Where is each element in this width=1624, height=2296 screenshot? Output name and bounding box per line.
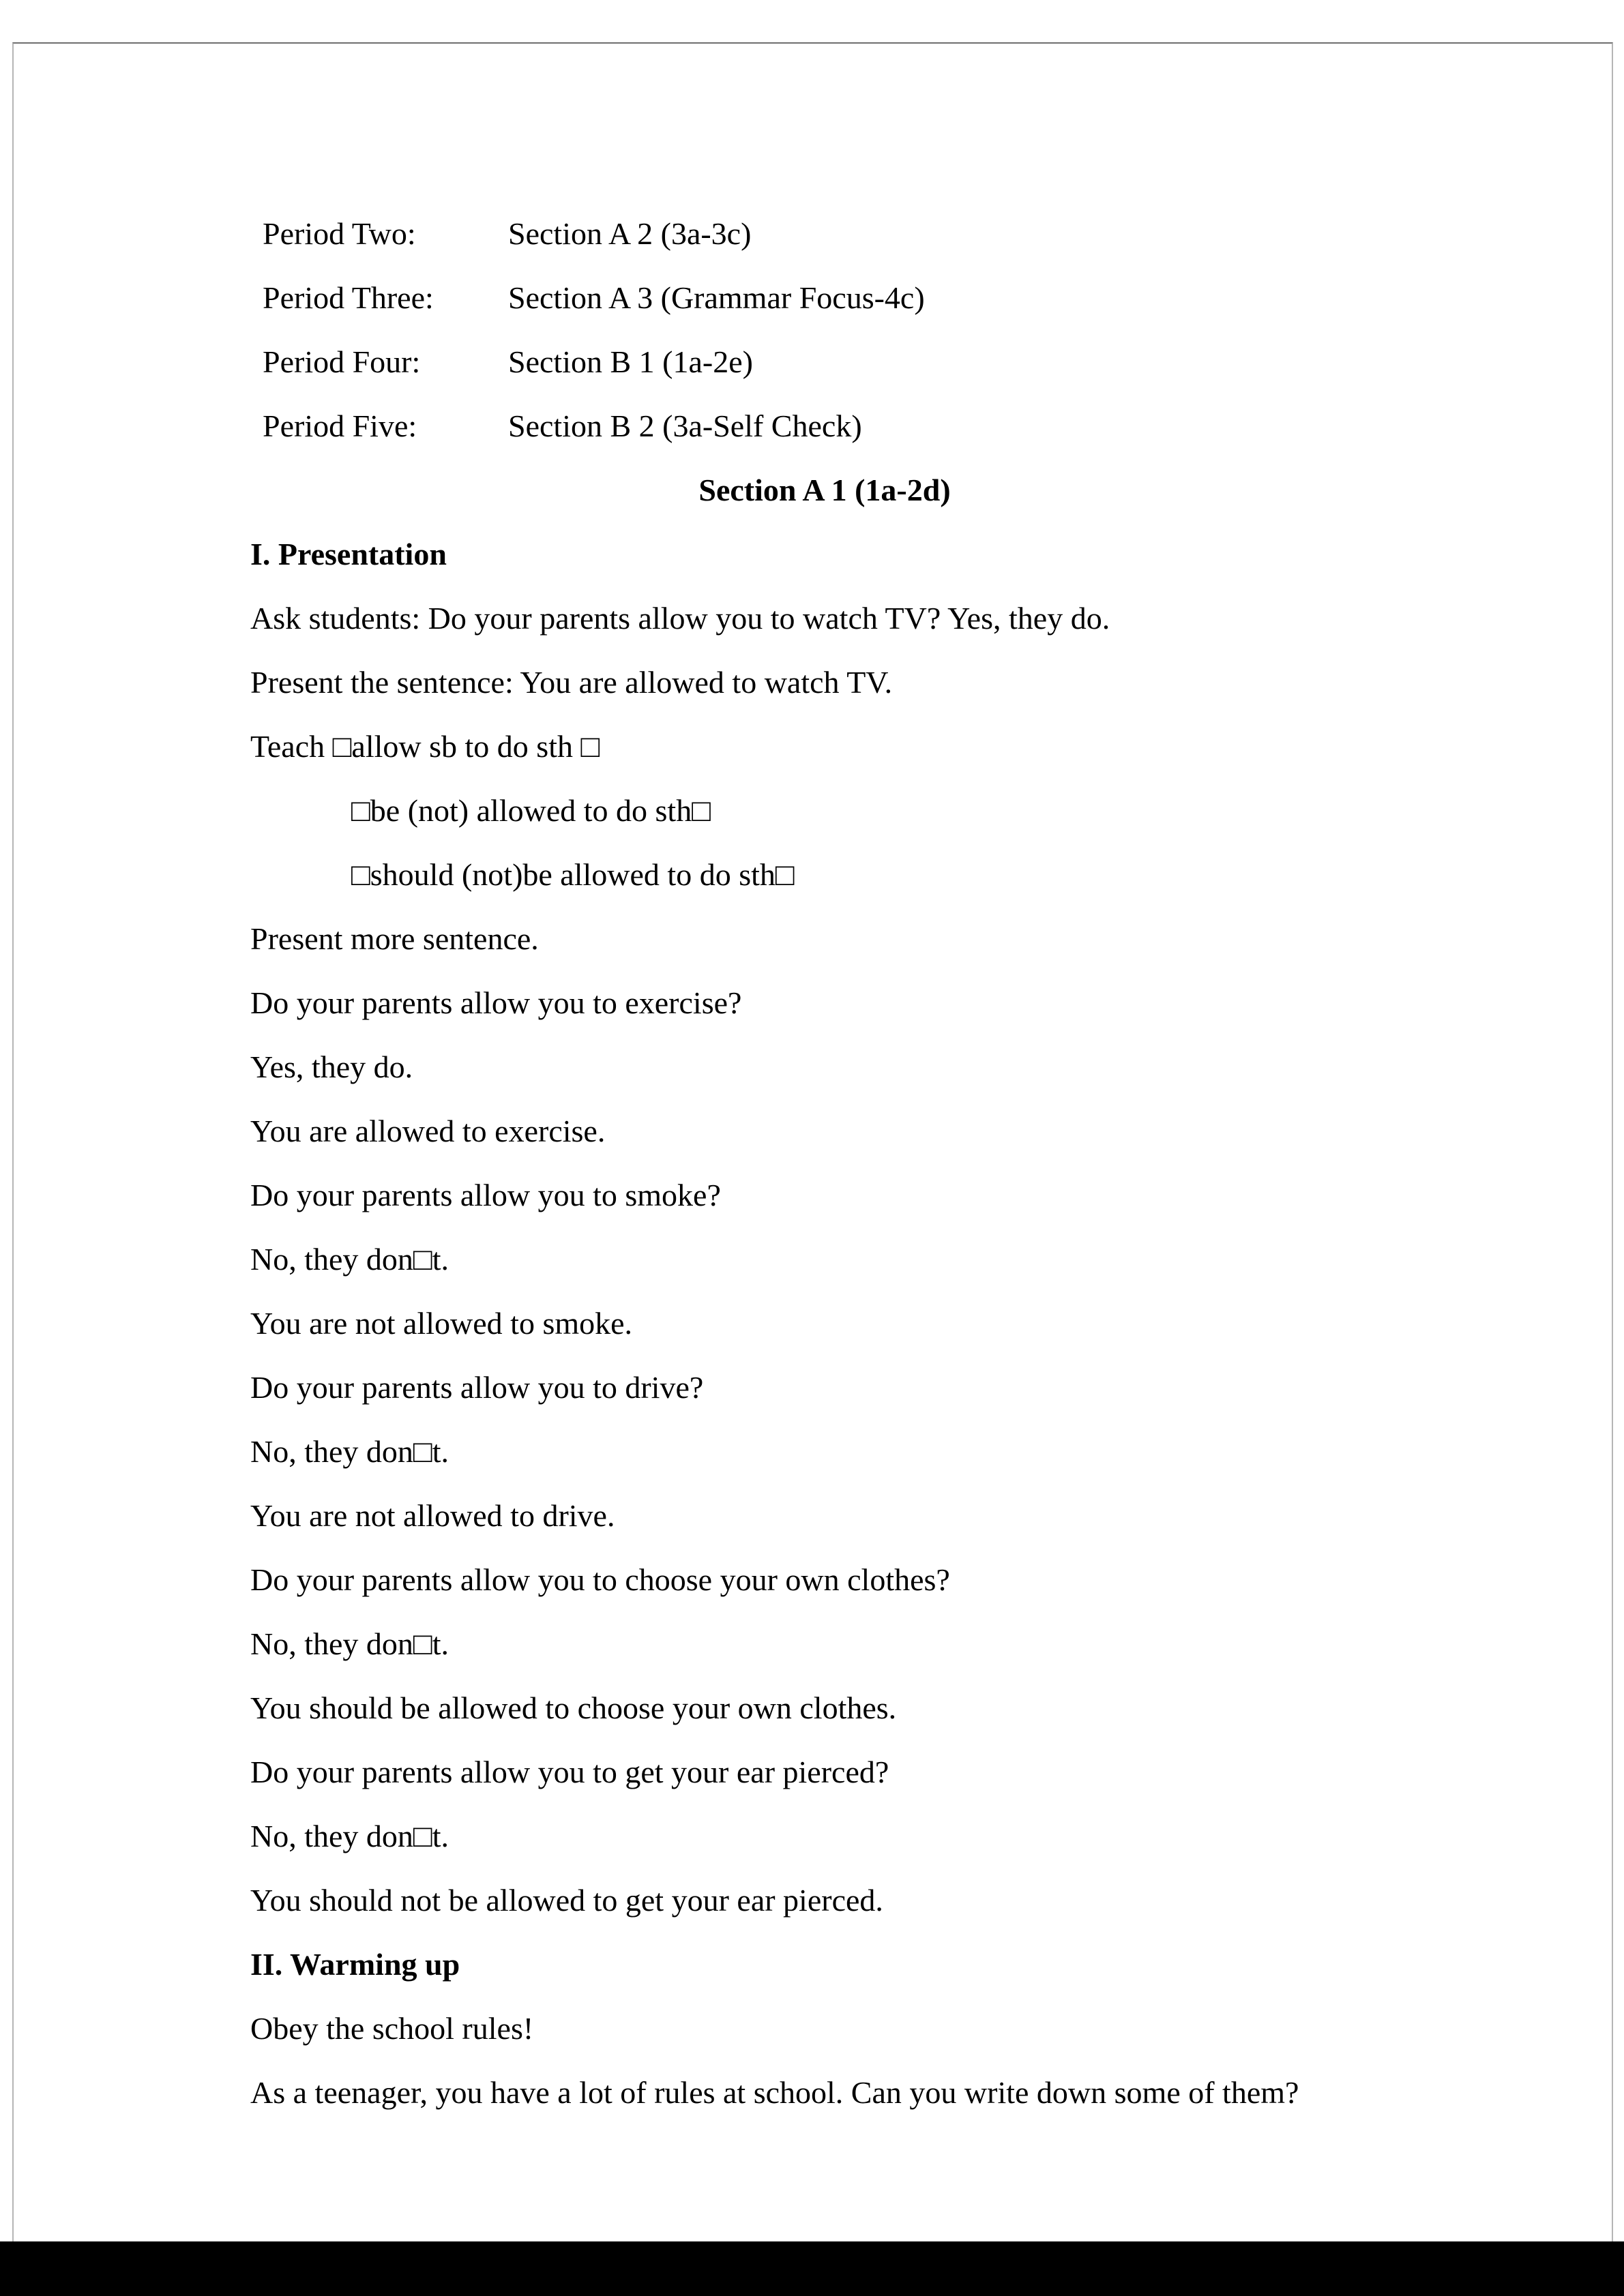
period-value: Section A 2 (3a-3c) bbox=[508, 216, 752, 251]
period-label: Period Four: bbox=[263, 344, 421, 379]
period-value: Section B 1 (1a-2e) bbox=[508, 344, 753, 379]
paragraph-line: Do your parents allow you to exercise? bbox=[250, 985, 742, 1020]
section-heading: II. Warming up bbox=[250, 1947, 460, 1982]
period-row bbox=[250, 330, 1399, 394]
paragraph-line: You should be allowed to choose your own clothes. bbox=[250, 1690, 897, 1725]
paragraph-line: You are not allowed to smoke. bbox=[250, 1306, 633, 1341]
paragraph-line: Do your parents allow you to smoke? bbox=[250, 1178, 721, 1212]
paragraph-line: Ask students: Do your parents allow you to watch TV? Yes, they do. bbox=[250, 601, 1110, 636]
section-title: Section A 1 (1a-2d) bbox=[698, 473, 951, 507]
paragraph-line: Yes, they do. bbox=[250, 1049, 413, 1084]
bottom-bar bbox=[0, 2241, 1624, 2296]
period-label: Period Five: bbox=[263, 408, 417, 443]
period-row bbox=[250, 394, 1399, 458]
paragraph-line: No, they don□t. bbox=[250, 1434, 449, 1469]
paragraph-line: You should not be allowed to get your ear pierced. bbox=[250, 1883, 883, 1918]
paragraph-line: Present more sentence. bbox=[250, 921, 539, 956]
paragraph-line: □be (not) allowed to do sth□ bbox=[351, 793, 711, 828]
period-label: Period Two: bbox=[263, 216, 416, 251]
paragraph-line: Do your parents allow you to drive? bbox=[250, 1370, 704, 1405]
paragraph-line: Teach □allow sb to do sth □ bbox=[250, 729, 600, 764]
period-value: Section B 2 (3a-Self Check) bbox=[508, 408, 862, 443]
period-label: Period Three: bbox=[263, 280, 434, 315]
paragraph-line: Do your parents allow you to choose your own clothes? bbox=[250, 1562, 950, 1597]
paragraph-line: Present the sentence: You are allowed to watch TV. bbox=[250, 665, 893, 700]
paragraph-line: No, they don□t. bbox=[250, 1819, 449, 1853]
paragraph-line: As a teenager, you have a lot of rules at school. Can you write down some of them? bbox=[250, 2075, 1299, 2110]
paragraph-line: Obey the school rules! bbox=[250, 2011, 534, 2046]
paragraph-line: □should (not)be allowed to do sth□ bbox=[351, 857, 795, 892]
document-content bbox=[250, 202, 1399, 2125]
paragraph-line: No, they don□t. bbox=[250, 1242, 449, 1277]
paragraph-line: You are allowed to exercise. bbox=[250, 1114, 606, 1148]
paragraph-line: You are not allowed to drive. bbox=[250, 1498, 615, 1533]
paragraph-line: Do your parents allow you to get your ear pierced? bbox=[250, 1755, 889, 1789]
period-value: Section A 3 (Grammar Focus-4c) bbox=[508, 280, 925, 315]
period-row bbox=[250, 202, 1399, 266]
paragraph-line: No, they don□t. bbox=[250, 1626, 449, 1661]
period-row bbox=[250, 266, 1399, 330]
section-heading: I. Presentation bbox=[250, 537, 447, 571]
